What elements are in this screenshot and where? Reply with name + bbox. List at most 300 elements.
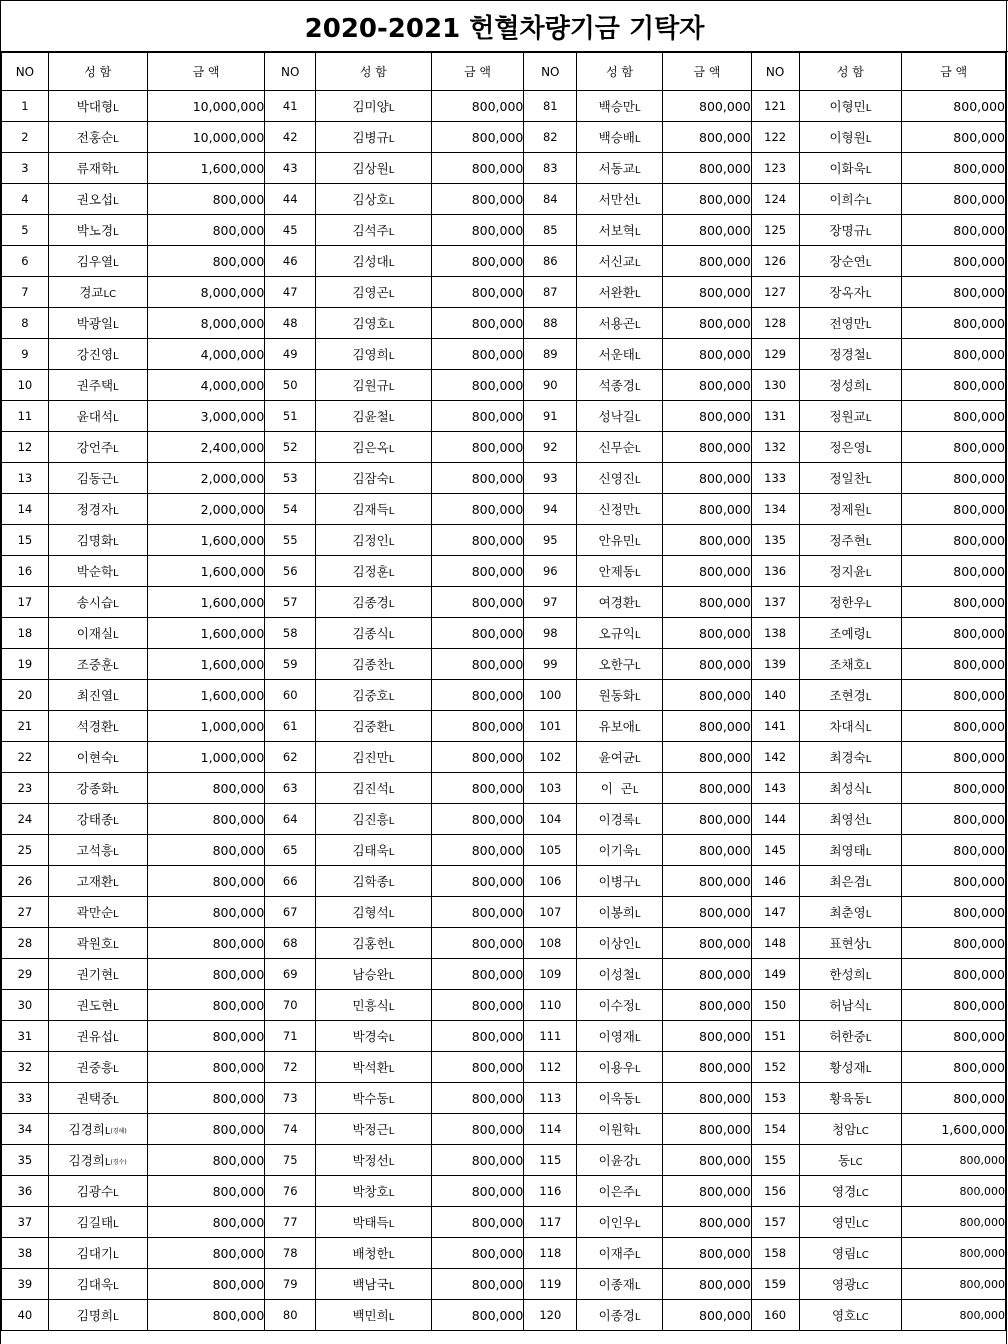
cell-no: 133 [751,463,799,494]
cell-no: 140 [751,680,799,711]
cell-no: 116 [524,1176,577,1207]
cell-amount: 800,000 [902,1176,1006,1207]
cell-name [316,153,432,184]
donor-name: 김종식 [352,626,389,641]
donor-name: 서용곤 [598,316,635,331]
donor-name: 김명화 [76,533,114,548]
cell-no: 97 [524,587,577,618]
cell-no: 39 [2,1269,49,1300]
cell-name [316,990,432,1021]
cell-no: 58 [265,618,316,649]
header-amount: 금 액 [147,53,265,91]
donor-name: 박대형 [76,99,114,114]
club-suffix: L [865,723,872,734]
cell-name [799,556,902,587]
cell-amount: 800,000 [902,618,1006,649]
club-suffix: L [113,258,119,269]
donor-name: 김종찬 [352,657,389,672]
cell-name [316,1238,432,1269]
cell-no: 12 [2,432,49,463]
club-suffix: L [113,661,119,672]
cell-no: 134 [751,494,799,525]
cell-name [577,370,663,401]
donor-name: 최성식 [829,781,866,796]
cell-amount: 800,000 [902,1269,1006,1300]
cell-amount: 800,000 [431,1145,524,1176]
cell-name [577,711,663,742]
cell-name [577,432,663,463]
cell-no: 67 [265,897,316,928]
cell-amount: 800,000 [902,1083,1006,1114]
table-row [2,649,1006,680]
club-suffix: L [113,1033,119,1044]
club-suffix: L [634,227,641,238]
cell-amount: 800,000 [662,680,751,711]
cell-name [799,1052,902,1083]
club-suffix: L [113,1281,119,1292]
cell-amount: 800,000 [431,1176,524,1207]
cell-amount: 800,000 [902,1238,1006,1269]
table-row [2,401,1006,432]
cell-name [48,587,147,618]
cell-amount: 800,000 [431,773,524,804]
cell-no: 155 [751,1145,799,1176]
cell-amount: 800,000 [147,1300,265,1331]
donor-name: 이종경 [598,1308,635,1323]
cell-no: 98 [524,618,577,649]
table-row [2,680,1006,711]
cell-name [799,711,902,742]
donor-name: 정제원 [829,502,866,517]
donor-name: 허한중 [829,1029,866,1044]
cell-amount: 4,000,000 [147,370,265,401]
cell-no: 112 [524,1052,577,1083]
donor-name: 서만선 [598,192,635,207]
donor-name: 백승만 [598,99,635,114]
club-suffix: L [634,1188,641,1199]
club-suffix: L [388,754,395,765]
donor-name: 권중흥 [76,1060,114,1075]
header-name: 성 함 [48,53,147,91]
donor-name: 박광일 [76,316,114,331]
donor-name: 김경희 [68,1153,105,1168]
cell-amount: 800,000 [902,587,1006,618]
table-row [2,246,1006,277]
cell-no: 59 [265,649,316,680]
donor-name: 김학종 [352,874,389,889]
cell-no: 30 [2,990,49,1021]
donor-table [1,52,1006,1331]
club-suffix: L [113,1095,119,1106]
club-suffix: LC [856,1188,869,1199]
cell-name [316,587,432,618]
cell-name [799,618,902,649]
club-suffix: L [388,568,395,579]
header-amount: 금 액 [902,53,1006,91]
club-suffix: L [634,940,641,951]
cell-no: 142 [751,742,799,773]
cell-amount: 800,000 [662,246,751,277]
table-row [2,1207,1006,1238]
club-suffix: L [113,1219,119,1230]
club-suffix: L [388,1250,395,1261]
cell-name [577,401,663,432]
donor-name: 정한우 [829,595,866,610]
table-row [2,835,1006,866]
donor-name: 오규익 [598,626,635,641]
cell-name [799,1114,902,1145]
club-suffix: L [634,103,641,114]
cell-no: 126 [751,246,799,277]
cell-name [48,494,147,525]
cell-amount: 800,000 [431,742,524,773]
donor-name: 김경희 [68,1122,105,1137]
donor-name: 장명규 [829,223,866,238]
cell-no: 114 [524,1114,577,1145]
donor-name: 오한구 [598,657,635,672]
donor-name: 영광 [832,1277,857,1292]
donor-name: 정경자 [76,502,114,517]
cell-no: 87 [524,277,577,308]
cell-amount: 800,000 [662,432,751,463]
cell-no: 5 [2,215,49,246]
cell-amount: 800,000 [662,153,751,184]
cell-name [577,1300,663,1331]
club-suffix: L [634,382,641,393]
cell-no: 81 [524,91,577,122]
donor-name: 정원교 [829,409,866,424]
cell-no: 69 [265,959,316,990]
donor-name: 이희수 [829,192,866,207]
cell-amount: 800,000 [902,308,1006,339]
club-suffix: L [113,537,119,548]
cell-name [799,990,902,1021]
donor-name: 유보애 [598,719,635,734]
club-suffix: L [388,289,395,300]
cell-no: 83 [524,153,577,184]
cell-name [577,773,663,804]
donor-name: 석종경 [598,378,635,393]
cell-no: 110 [524,990,577,1021]
donor-name: 김상호 [352,192,389,207]
cell-no: 149 [751,959,799,990]
donor-name: 이기욱 [598,843,635,858]
cell-name [48,649,147,680]
cell-name [316,122,432,153]
cell-name [799,277,902,308]
cell-amount: 800,000 [662,835,751,866]
donor-name: 신영진 [598,471,635,486]
cell-amount: 1,600,000 [147,680,265,711]
name-note: (경수) [110,1159,127,1166]
cell-no: 138 [751,618,799,649]
club-suffix: L [634,1219,641,1230]
table-row [2,1176,1006,1207]
cell-amount: 800,000 [147,1114,265,1145]
club-suffix: L [113,506,119,517]
club-suffix: L [865,475,872,486]
cell-name [48,1052,147,1083]
donor-name: 김재득 [352,502,389,517]
cell-name [799,1021,902,1052]
table-row [2,1300,1006,1331]
cell-name [799,680,902,711]
cell-no: 3 [2,153,49,184]
cell-amount: 800,000 [662,277,751,308]
club-suffix: L [388,444,395,455]
header-name: 성 함 [577,53,663,91]
cell-name [799,1238,902,1269]
cell-no: 45 [265,215,316,246]
cell-no: 152 [751,1052,799,1083]
cell-name [577,1114,663,1145]
club-suffix: L [865,103,872,114]
club-suffix: L [113,909,119,920]
donor-name: 이욱동 [598,1091,635,1106]
cell-amount: 800,000 [662,494,751,525]
donor-name: 경교 [79,285,104,300]
cell-no: 95 [524,525,577,556]
club-suffix: L [634,878,641,889]
cell-amount: 800,000 [147,866,265,897]
cell-amount: 1,600,000 [147,649,265,680]
donor-name: 김명희 [76,1308,114,1323]
donor-name: 서완환 [598,285,635,300]
cell-name [316,1114,432,1145]
cell-name [48,1114,147,1145]
cell-amount: 800,000 [147,215,265,246]
cell-no: 159 [751,1269,799,1300]
cell-amount: 800,000 [662,1207,751,1238]
donor-name: 전홍순 [76,130,114,145]
donor-name: 최춘영 [829,905,866,920]
cell-no: 105 [524,835,577,866]
club-suffix: L [634,1250,641,1261]
cell-amount: 8,000,000 [147,277,265,308]
cell-amount: 800,000 [147,1207,265,1238]
cell-amount: 800,000 [147,1083,265,1114]
cell-name [316,680,432,711]
donor-name: 정일찬 [829,471,866,486]
cell-name [316,1021,432,1052]
club-suffix: L [113,878,119,889]
club-suffix: L [865,537,872,548]
cell-name [577,587,663,618]
cell-amount: 800,000 [662,804,751,835]
club-suffix: L [865,599,872,610]
club-suffix: L [865,227,872,238]
header-no: NO [265,53,316,91]
cell-name [48,525,147,556]
club-suffix: L [113,847,119,858]
cell-amount: 800,000 [431,1207,524,1238]
donor-name: 이형민 [829,99,866,114]
donor-name: 이은주 [598,1184,635,1199]
cell-amount: 800,000 [662,525,751,556]
club-suffix: L [388,723,395,734]
cell-name [799,866,902,897]
cell-name [48,1300,147,1331]
cell-amount: 800,000 [662,928,751,959]
cell-name [48,401,147,432]
cell-no: 31 [2,1021,49,1052]
cell-name [48,897,147,928]
cell-no: 80 [265,1300,316,1331]
cell-amount: 800,000 [431,308,524,339]
club-suffix: L [388,196,395,207]
cell-name [316,897,432,928]
cell-no: 1 [2,91,49,122]
cell-name [799,432,902,463]
cell-amount: 800,000 [902,1021,1006,1052]
club-suffix: L [388,227,395,238]
cell-no: 42 [265,122,316,153]
table-row [2,277,1006,308]
cell-no: 118 [524,1238,577,1269]
club-suffix: L [113,165,119,176]
donor-name: 이원학 [598,1122,635,1137]
donor-name: 영호 [832,1308,857,1323]
donor-name: 박석환 [352,1060,389,1075]
cell-amount: 800,000 [147,1269,265,1300]
cell-name [799,184,902,215]
club-suffix: LC [856,1126,869,1137]
cell-amount: 800,000 [431,1238,524,1269]
donor-name: 한성희 [829,967,866,982]
donor-name: 백남국 [352,1277,389,1292]
club-suffix: L [388,940,395,951]
cell-amount: 800,000 [902,184,1006,215]
cell-no: 43 [265,153,316,184]
table-row [2,525,1006,556]
cell-amount: 800,000 [147,1238,265,1269]
donor-name: 권도현 [76,998,114,1013]
club-suffix: L [113,971,119,982]
club-suffix: L [113,568,119,579]
donor-name: 이상인 [598,936,635,951]
donor-name: 김진흥 [352,812,389,827]
cell-no: 130 [751,370,799,401]
cell-no: 62 [265,742,316,773]
cell-amount: 800,000 [902,928,1006,959]
cell-no: 94 [524,494,577,525]
cell-name [48,463,147,494]
cell-amount: 800,000 [147,184,265,215]
donor-name: 김동근 [76,471,114,486]
cell-amount: 2,400,000 [147,432,265,463]
cell-amount: 800,000 [902,463,1006,494]
donor-name: 서동교 [598,161,635,176]
cell-name [316,432,432,463]
cell-no: 57 [265,587,316,618]
table-row [2,1145,1006,1176]
cell-name [48,1021,147,1052]
club-suffix: L [113,382,119,393]
cell-amount: 800,000 [431,246,524,277]
donor-name: 곽만순 [76,905,114,920]
club-suffix: L [113,475,119,486]
cell-name [577,1238,663,1269]
club-suffix: L [388,413,395,424]
cell-no: 54 [265,494,316,525]
club-suffix: L [388,599,395,610]
cell-no: 37 [2,1207,49,1238]
cell-name [316,742,432,773]
club-suffix: L [634,1281,641,1292]
donor-name: 이형원 [829,130,866,145]
cell-amount: 1,600,000 [147,153,265,184]
cell-name [799,928,902,959]
donor-name: 김대욱 [76,1277,114,1292]
cell-amount: 4,000,000 [147,339,265,370]
club-suffix: L [634,1064,641,1075]
cell-name [577,246,663,277]
cell-name [48,153,147,184]
cell-name [799,339,902,370]
cell-no: 50 [265,370,316,401]
donor-name: 청암 [832,1122,857,1137]
cell-amount: 800,000 [902,339,1006,370]
club-suffix: L [634,847,641,858]
cell-name [799,804,902,835]
donor-name: 정지윤 [829,564,866,579]
cell-amount: 800,000 [431,1300,524,1331]
cell-amount: 800,000 [662,1145,751,1176]
cell-amount: 800,000 [902,835,1006,866]
table-row [2,153,1006,184]
cell-no: 151 [751,1021,799,1052]
cell-amount: 800,000 [431,370,524,401]
club-suffix: L [634,723,641,734]
donor-name: 김정인 [352,533,389,548]
club-suffix: L [865,878,872,889]
cell-amount: 800,000 [431,91,524,122]
table-row [2,556,1006,587]
cell-name [48,804,147,835]
donor-name: 이용우 [598,1060,635,1075]
cell-amount: 800,000 [431,1021,524,1052]
donor-name: 원동화 [598,688,635,703]
cell-name [48,556,147,587]
donor-name: 김우열 [76,254,114,269]
cell-amount: 800,000 [902,897,1006,928]
cell-no: 52 [265,432,316,463]
cell-no: 72 [265,1052,316,1083]
club-suffix: L [388,1064,395,1075]
donor-name: 최경숙 [829,750,866,765]
donor-name: 최진열 [76,688,114,703]
cell-no: 101 [524,711,577,742]
cell-name [577,897,663,928]
club-suffix: L [865,1064,872,1075]
club-suffix: L [388,1095,395,1106]
table-row [2,463,1006,494]
donor-name: 김길태 [76,1215,114,1230]
cell-name [577,1176,663,1207]
cell-name [48,432,147,463]
cell-no: 158 [751,1238,799,1269]
cell-name [48,122,147,153]
donor-name: 차대식 [829,719,866,734]
donor-name: 김영곤 [352,285,389,300]
header-name: 성 함 [316,53,432,91]
club-suffix: L [865,382,872,393]
cell-name [577,556,663,587]
club-suffix: L [634,475,641,486]
cell-name [577,618,663,649]
cell-no: 60 [265,680,316,711]
table-row [2,1021,1006,1052]
